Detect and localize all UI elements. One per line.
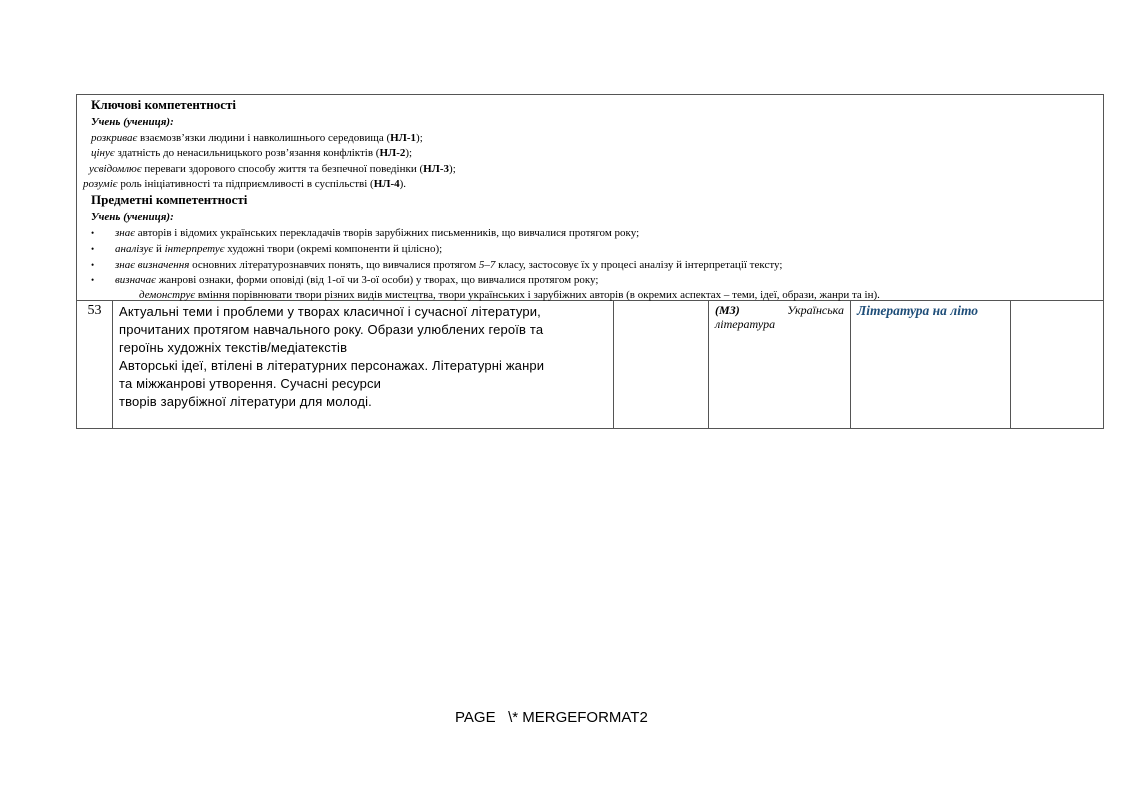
links-subject-2: література: [715, 317, 776, 331]
subject-item-4: визначає жанрові ознаки, форми оповіді (від 1-ої чи 3-ої особи) у творах, що вивчалися протягом року;: [115, 274, 599, 286]
links-tag: (МЗ): [715, 303, 740, 317]
topic-line: творів зарубіжної літератури для молоді.: [119, 394, 372, 409]
topic-line: героїнь художніх текстів/медіатекстів: [119, 340, 348, 355]
empty-cell: [614, 301, 709, 429]
subject-item-1: знає авторів і відомих українських перекладачів творів зарубіжних письменників, що вивчалися протягом року;: [115, 227, 640, 239]
bullet-icon: •: [91, 228, 95, 238]
lesson-topic: [113, 301, 614, 429]
bullet-icon: •: [91, 260, 95, 270]
key-student-label: Учень (учениця):: [91, 116, 174, 128]
topic-line: прочитаних протягом навчального року. Образи улюблених героїв та: [119, 322, 544, 337]
key-competencies-heading: Ключові компетентності: [91, 97, 237, 112]
bullet-icon: •: [91, 244, 95, 254]
lesson-row: [77, 301, 1103, 429]
topic-line: та міжжанрові утворення. Сучасні ресурси: [119, 376, 382, 391]
page-footer: PAGE \* MERGEFORMAT2: [455, 709, 648, 726]
interdisciplinary-links: [709, 301, 851, 429]
subject-item-3: знає визначення основних літературознавчих понять, що вивчалися протягом 5–7 класу, застосовує їх у процесі аналізу й інтерпретації тексту;: [115, 259, 783, 271]
summer-reading-link[interactable]: Література на літо: [851, 301, 1011, 429]
competency-table: [76, 94, 1104, 429]
competencies-cell: [77, 95, 1103, 301]
topic-line: Актуальні теми і проблеми у творах класичної і сучасної літератури,: [119, 304, 541, 319]
bullet-icon: •: [91, 275, 95, 285]
subject-student-label: Учень (учениця):: [91, 211, 174, 223]
subject-item-2: аналізує й інтерпретує художні твори (окремі компоненти й цілісно);: [115, 243, 443, 255]
key-item-2: цінує здатність до ненасильницького розв’язання конфліктів (НЛ-2);: [91, 147, 413, 159]
lesson-number: 53: [77, 301, 113, 429]
key-item-3: усвідомлює переваги здорового способу життя та безпечної поведінки (НЛ-3);: [89, 163, 456, 175]
key-item-1: розкриває взаємозв’язки людини і навколишнього середовища (НЛ-1);: [91, 132, 423, 144]
links-subject: Українська: [787, 303, 844, 317]
key-item-4: розуміє роль ініціативності та підприємливості в суспільстві (НЛ-4).: [83, 178, 407, 190]
empty-cell: [1011, 301, 1103, 429]
topic-line: Авторські ідеї, втілені в літературних персонажах. Літературні жанри: [119, 358, 545, 373]
subject-item-5: демонструє вміння порівнювати твори різних видів мистецтва, твори українських і зарубіжних авторів (в окремих аспектах – теми, ідеї, образи, жанри та ін).: [139, 289, 880, 301]
subject-competencies-heading: Предметні компетентності: [91, 192, 248, 207]
